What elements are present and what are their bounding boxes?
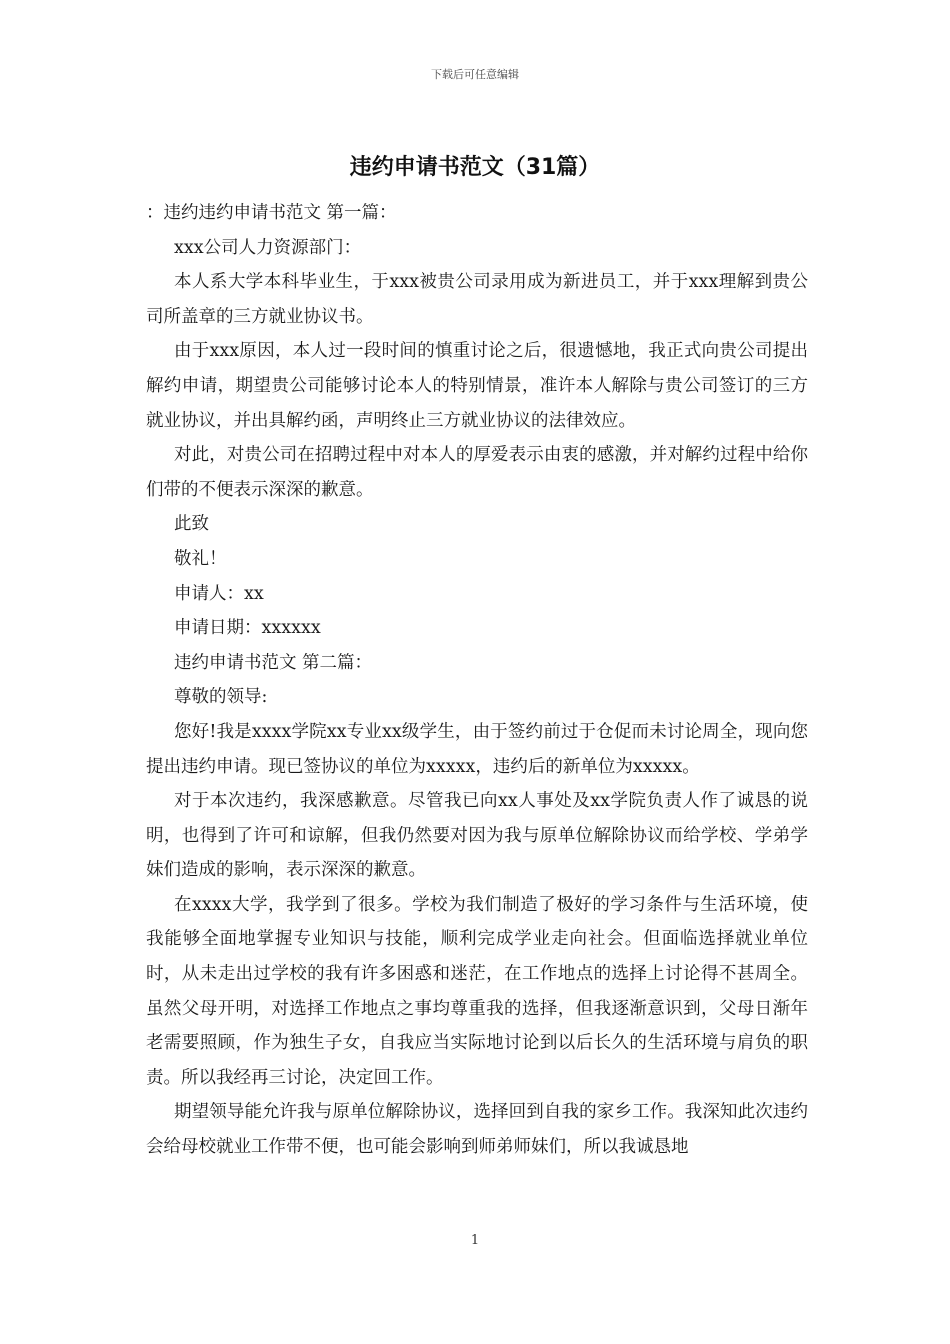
page-header-note: 下载后可任意编辑 — [431, 68, 519, 81]
salutation-1: xxx公司人力资源部门： — [174, 237, 362, 258]
body-paragraph: 您好!我是xxxx学院xx专业xx级学生，由于签约前过于仓促而未讨论周全，现向您提出违约申请。现已签协议的单位为xxxxx，违约后的新单位为xxxxx。 — [146, 721, 808, 777]
body-paragraph: 本人系大学本科毕业生，于xxx被贵公司录用成为新进员工，并于xxx理解到贵公司所盖章的三方就业协议书。 — [146, 272, 808, 327]
applicant-line: 申请人：xx — [174, 583, 264, 604]
document-body — [146, 196, 808, 1165]
body-paragraph: 在xxxx大学，我学到了很多。学校为我们制造了极好的学习条件与生活环境，使我能够全面地掌握专业知识与技能，顺利完成学业走向社会。但面临选择就业单位时，从未走出过学校的我有许多困惑和迷茫，在工作地点的选择上讨论得不甚周全。虽然父母开明，对选择工作地点之事均尊重我的选择，但我逐渐意识到，父母日渐年老需要照顾，作为独生子女，自我应当实际地讨论到以后长久的生活环境与肩负的职责。所以我经再三讨论，决定回工作。 — [146, 894, 808, 1088]
section-heading-1: ：违约违约申请书范文 第一篇： — [146, 203, 397, 223]
section-heading-2: 违约申请书范文 第二篇： — [174, 652, 373, 673]
application-date-line: 申请日期：xxxxxx — [174, 618, 321, 639]
page-number: 1 — [470, 1233, 480, 1248]
document-title: 违约申请书范文（31篇） — [349, 155, 601, 180]
closing-regards: 敬礼！ — [174, 548, 227, 569]
salutation-2: 尊敬的领导: — [174, 687, 268, 708]
body-paragraph: 对于本次违约，我深感歉意。尽管我已向xx人事处及xx学院负责人作了诚恳的说明，也得到了许可和谅解，但我仍然要对因为我与原单位解除协议而给学校、学弟学妹们造成的影响，表示深深的歉意。 — [146, 791, 808, 881]
closing-line: 此致 — [174, 514, 209, 535]
body-paragraph: 期望领导能允许我与原单位解除协议，选择回到自我的家乡工作。我深知此次违约会给母校就业工作带不便，也可能会影响到师弟师妹们，所以我诚恳地 — [146, 1102, 808, 1158]
body-paragraph: 对此，对贵公司在招聘过程中对本人的厚爱表示由衷的感激，并对解约过程中给你们带的不便表示深深的歉意。 — [146, 445, 808, 500]
body-paragraph: 由于xxx原因，本人过一段时间的慎重讨论之后，很遗憾地，我正式向贵公司提出解约申请，期望贵公司能够讨论本人的特别情景，准许本人解除与贵公司签订的三方就业协议，并出具解约函，声明终止三方就业协议的法律效应。 — [146, 341, 808, 431]
